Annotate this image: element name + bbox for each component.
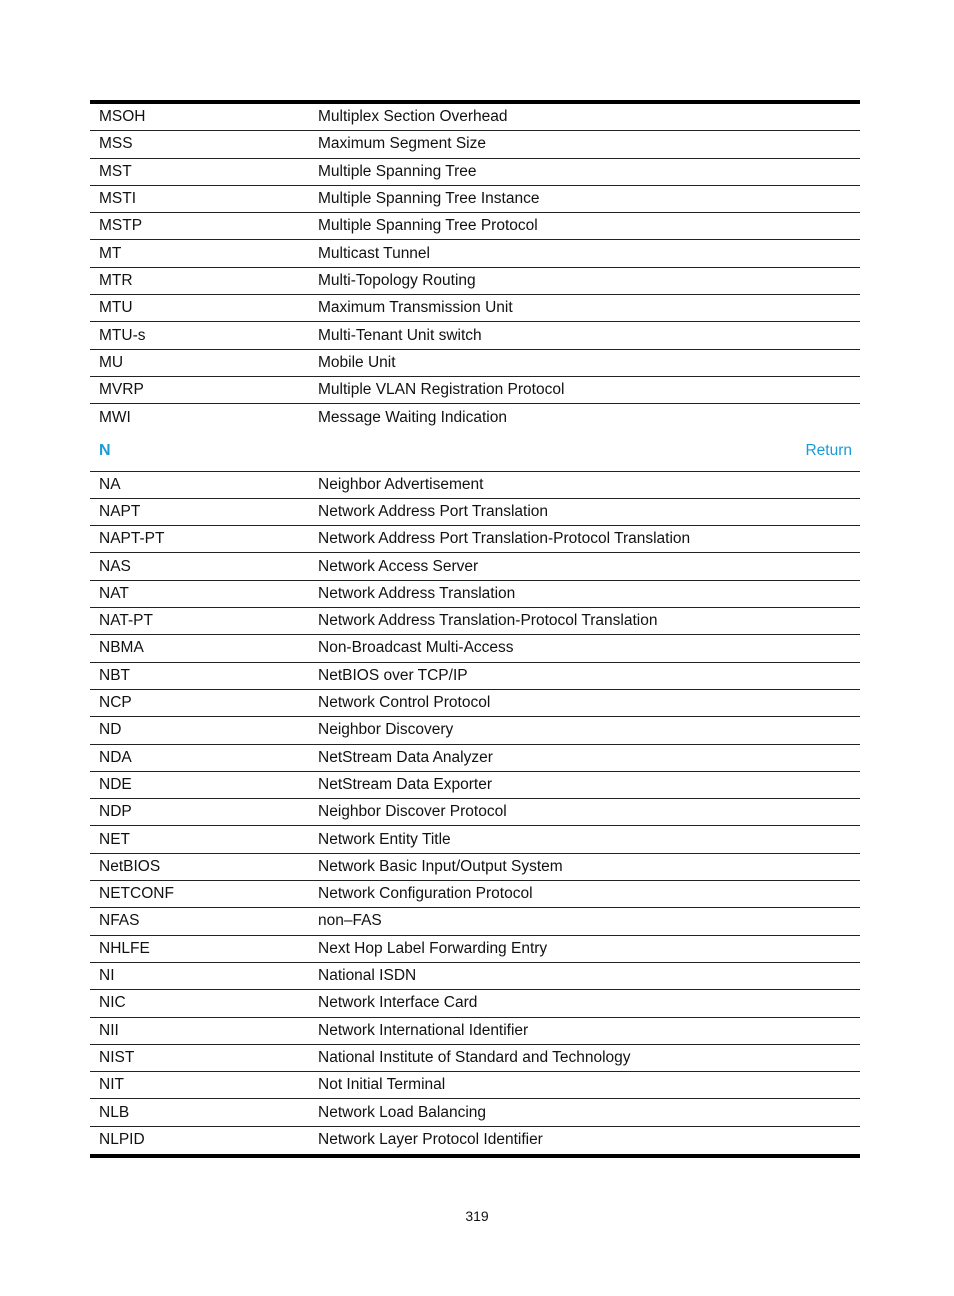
definition-cell: Multicast Tunnel xyxy=(318,244,430,262)
definition-cell: National Institute of Standard and Technology xyxy=(318,1048,631,1066)
acronym-cell: MWI xyxy=(99,408,131,426)
table-row xyxy=(90,908,860,935)
acronym-cell: NAT-PT xyxy=(99,612,153,630)
table-row xyxy=(90,186,860,213)
table-row xyxy=(90,772,860,799)
acronym-cell: MTU xyxy=(99,299,133,317)
table-row xyxy=(90,131,860,158)
acronym-cell: NIST xyxy=(99,1048,135,1066)
definition-cell: non–FAS xyxy=(318,912,382,930)
acronym-cell: NFAS xyxy=(99,912,140,930)
section-header-n xyxy=(90,432,860,472)
definition-cell: Network Basic Input/Output System xyxy=(318,857,563,875)
table-row xyxy=(90,404,860,431)
table-row xyxy=(90,1099,860,1126)
table-row xyxy=(90,690,860,717)
acronym-table xyxy=(90,100,860,1158)
section-letter: N xyxy=(99,442,111,460)
acronym-cell: MSTI xyxy=(99,190,137,208)
table-row xyxy=(90,635,860,662)
definition-cell: Network Address Translation xyxy=(318,584,516,602)
acronym-cell: NBT xyxy=(99,666,130,684)
definition-cell: Neighbor Discovery xyxy=(318,721,454,739)
definition-cell: Network Access Server xyxy=(318,557,479,575)
acronym-cell: NAPT-PT xyxy=(99,530,165,548)
table-row xyxy=(90,1018,860,1045)
definition-cell: Message Waiting Indication xyxy=(318,408,507,426)
acronym-cell: NETCONF xyxy=(99,885,174,903)
definition-cell: Multiple Spanning Tree xyxy=(318,162,477,180)
acronym-cell: NBMA xyxy=(99,639,144,657)
definition-cell: Network Control Protocol xyxy=(318,694,491,712)
table-row xyxy=(90,213,860,240)
return-link[interactable]: Return xyxy=(805,442,852,460)
acronym-cell: NIT xyxy=(99,1076,124,1094)
definition-cell: Network Configuration Protocol xyxy=(318,885,533,903)
acronym-cell: MST xyxy=(99,162,132,180)
table-row xyxy=(90,350,860,377)
definition-cell: NetBIOS over TCP/IP xyxy=(318,666,468,684)
definition-cell: Not Initial Terminal xyxy=(318,1076,446,1094)
table-row xyxy=(90,1127,860,1154)
definition-cell: Network Load Balancing xyxy=(318,1103,487,1121)
acronym-cell: NHLFE xyxy=(99,939,150,957)
table-row xyxy=(90,1072,860,1099)
table-row xyxy=(90,963,860,990)
definition-cell: Multi-Tenant Unit switch xyxy=(318,326,482,344)
definition-cell: Multiple Spanning Tree Instance xyxy=(318,190,540,208)
acronym-cell: MSS xyxy=(99,135,133,153)
definition-cell: Network Entity Title xyxy=(318,830,451,848)
definition-cell: Network International Identifier xyxy=(318,1021,529,1039)
acronym-cell: NetBIOS xyxy=(99,857,161,875)
table-row xyxy=(90,717,860,744)
definition-cell: Multiple Spanning Tree Protocol xyxy=(318,217,538,235)
acronym-cell: MU xyxy=(99,353,124,371)
acronym-cell: NLPID xyxy=(99,1131,145,1149)
table-row xyxy=(90,799,860,826)
table-row xyxy=(90,553,860,580)
table-row xyxy=(90,268,860,295)
acronym-cell: NDE xyxy=(99,775,132,793)
acronym-cell: MVRP xyxy=(99,381,144,399)
definition-cell: Multi-Topology Routing xyxy=(318,271,476,289)
definition-cell: Neighbor Discover Protocol xyxy=(318,803,507,821)
definition-cell: Mobile Unit xyxy=(318,353,396,371)
acronym-cell: MSOH xyxy=(99,108,146,126)
definition-cell: Network Interface Card xyxy=(318,994,478,1012)
table-row xyxy=(90,377,860,404)
page-number: 319 xyxy=(465,1208,489,1224)
acronym-cell: NLB xyxy=(99,1103,130,1121)
table-row xyxy=(90,745,860,772)
table-row xyxy=(90,104,860,131)
acronym-cell: MTU-s xyxy=(99,326,146,344)
table-row xyxy=(90,322,860,349)
table-row xyxy=(90,1045,860,1072)
definition-cell: Multiplex Section Overhead xyxy=(318,108,508,126)
definition-cell: NetStream Data Exporter xyxy=(318,775,493,793)
table-row xyxy=(90,499,860,526)
definition-cell: Multiple VLAN Registration Protocol xyxy=(318,381,565,399)
definition-cell: Neighbor Advertisement xyxy=(318,475,484,493)
acronym-cell: NCP xyxy=(99,694,132,712)
definition-cell: Network Address Port Translation xyxy=(318,503,549,520)
table-row xyxy=(90,581,860,608)
acronym-cell: NET xyxy=(99,830,130,848)
table-row xyxy=(90,608,860,635)
acronym-cell: NAPT xyxy=(99,503,141,520)
table-row xyxy=(90,881,860,908)
acronym-cell: MTR xyxy=(99,271,133,289)
definition-cell: Network Layer Protocol Identifier xyxy=(318,1131,543,1149)
table-row xyxy=(90,240,860,267)
acronym-cell: NDA xyxy=(99,748,132,766)
table-row xyxy=(90,936,860,963)
acronym-cell: NII xyxy=(99,1021,119,1039)
table-row xyxy=(90,472,860,499)
definition-cell: Non-Broadcast Multi-Access xyxy=(318,639,514,657)
section-n-rows xyxy=(90,472,860,1154)
section-m-rows xyxy=(90,104,860,432)
table-row xyxy=(90,990,860,1017)
definition-cell: Maximum Transmission Unit xyxy=(318,299,513,317)
definition-cell: National ISDN xyxy=(318,967,417,985)
acronym-cell: ND xyxy=(99,721,122,739)
table-row xyxy=(90,526,860,553)
acronym-cell: NAT xyxy=(99,584,129,602)
table-row xyxy=(90,854,860,881)
table-row xyxy=(90,159,860,186)
table-row xyxy=(90,663,860,690)
acronym-cell: NA xyxy=(99,475,121,493)
table-row xyxy=(90,295,860,322)
acronym-cell: NIC xyxy=(99,994,126,1012)
definition-cell: Next Hop Label Forwarding Entry xyxy=(318,939,548,957)
definition-cell: Maximum Segment Size xyxy=(318,135,486,153)
acronym-cell: MSTP xyxy=(99,217,143,235)
acronym-cell: MT xyxy=(99,244,122,262)
definition-cell: NetStream Data Analyzer xyxy=(318,748,493,766)
definition-cell: Network Address Translation-Protocol Translation xyxy=(318,612,658,630)
acronym-cell: NAS xyxy=(99,557,131,575)
table-row xyxy=(90,826,860,853)
acronym-cell: NI xyxy=(99,967,115,985)
acronym-cell: NDP xyxy=(99,803,132,821)
definition-cell: Network Address Port Translation-Protocol Translation xyxy=(318,530,691,548)
